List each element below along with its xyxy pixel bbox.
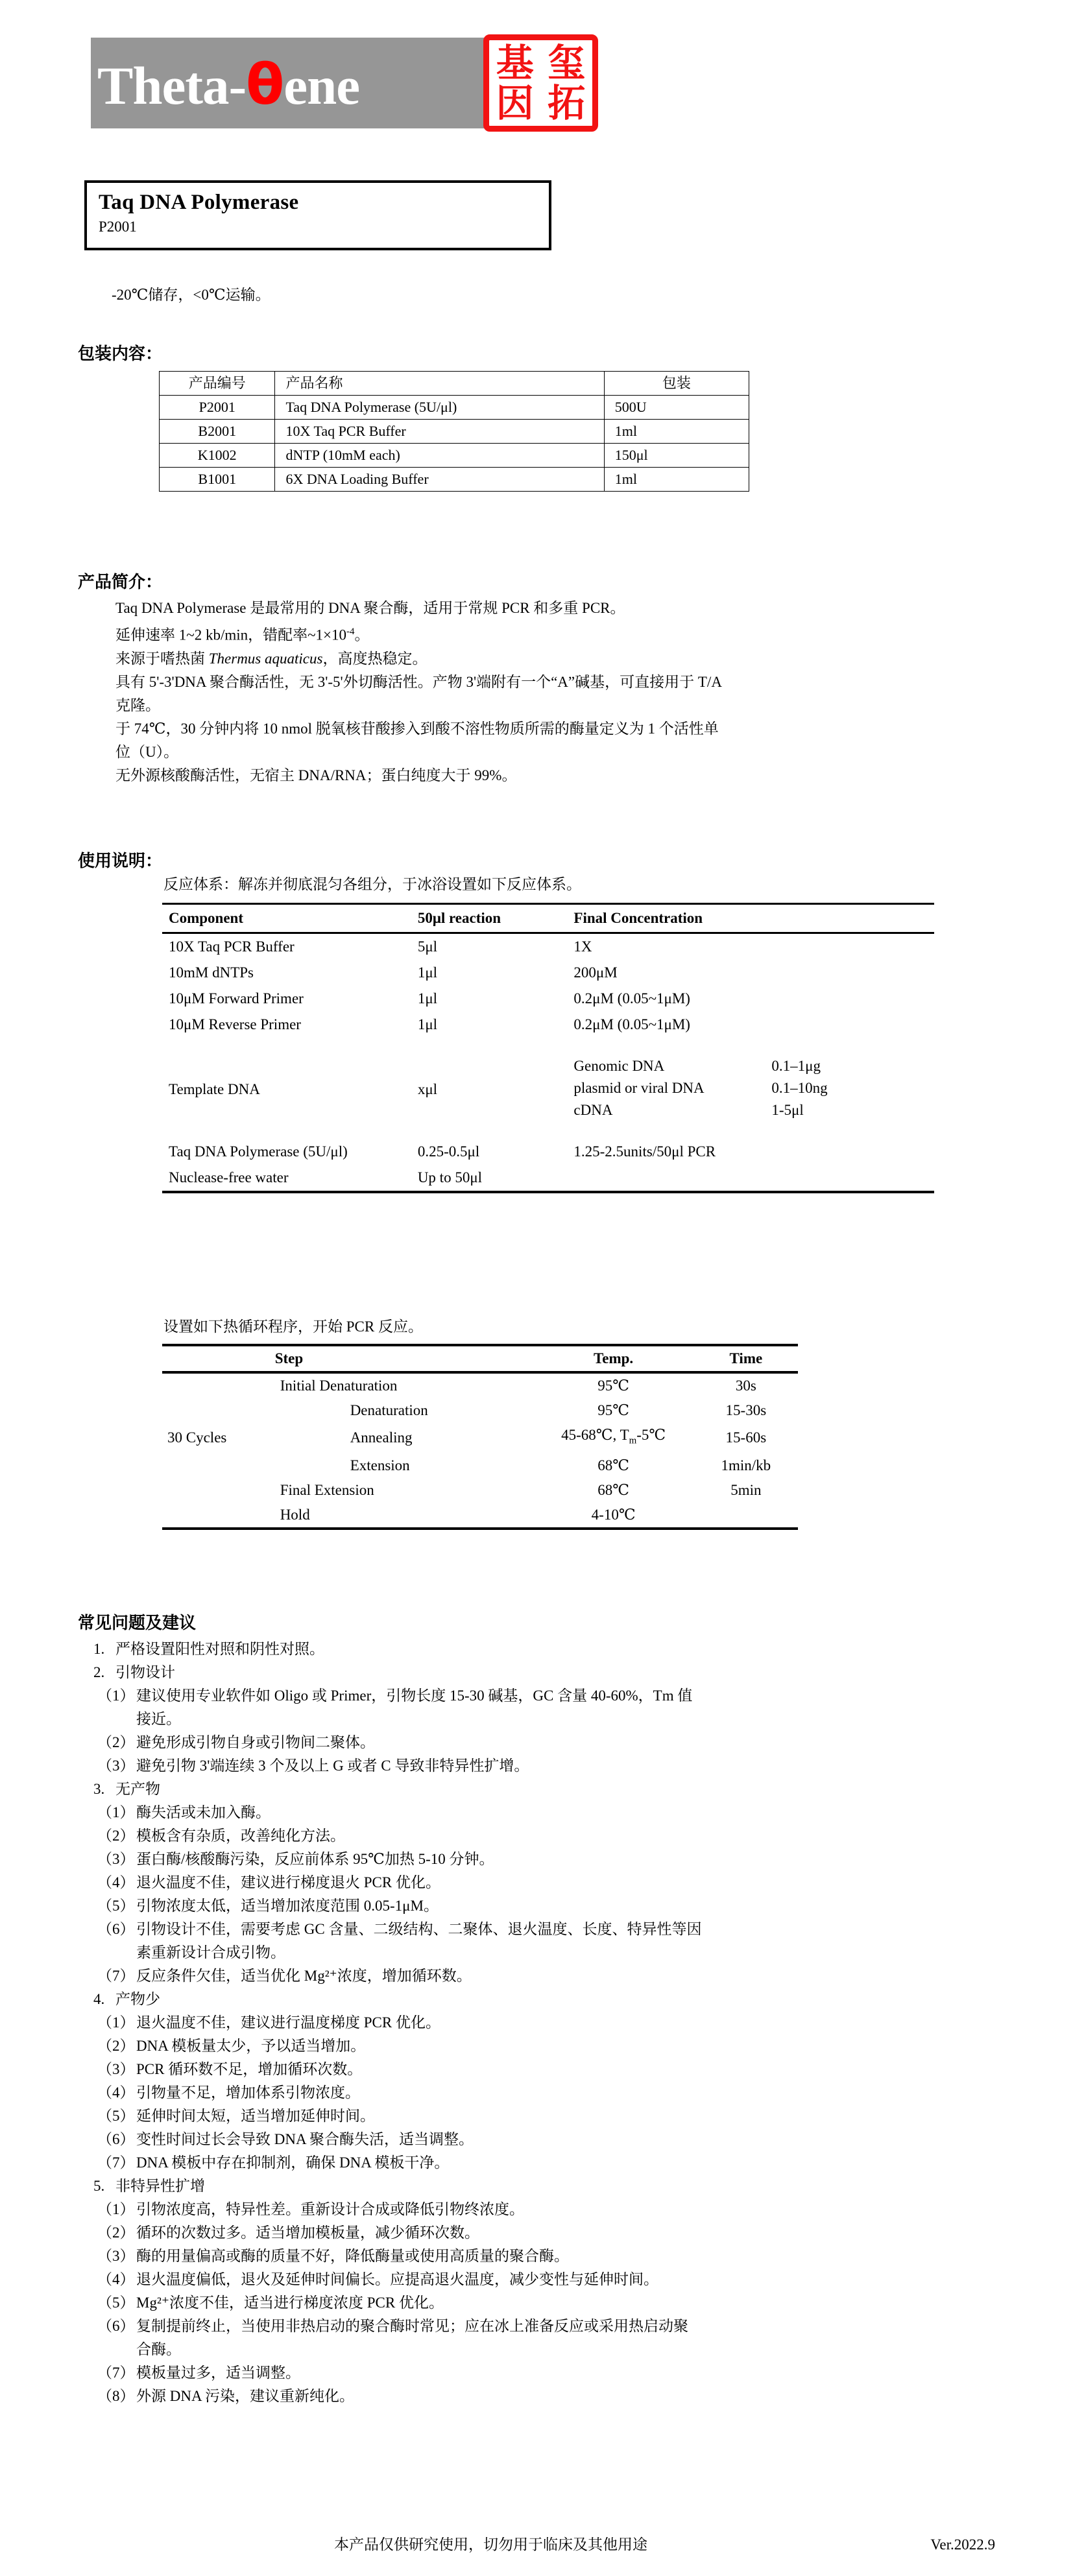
faq-sub-item-number: （5） xyxy=(97,2108,135,2124)
company-seal-logo xyxy=(483,34,598,132)
seal-char-4: 拓 xyxy=(548,81,586,125)
cell-volume: 1μl xyxy=(417,1016,438,1032)
table-row xyxy=(160,420,749,444)
cell-cycles: 30 Cycles xyxy=(167,1429,227,1446)
faq-list xyxy=(78,1638,999,2408)
logo-text-left: Theta- xyxy=(97,56,247,115)
faq-sub-item xyxy=(78,2105,999,2128)
faq-sub-item xyxy=(78,1731,999,1754)
column-header-final-concentration: Final Concentration xyxy=(567,904,934,933)
faq-sub-item-number: （7） xyxy=(97,2154,135,2171)
faq-sub-item xyxy=(78,1754,999,1778)
column-header-temp: Temp. xyxy=(533,1345,694,1372)
faq-sub-item-number: （2） xyxy=(97,2038,135,2054)
faq-sub-item xyxy=(78,2034,999,2058)
faq-item-number: 3. xyxy=(93,1781,105,1797)
table-row xyxy=(162,1423,798,1453)
faq-sub-item-number: （3） xyxy=(97,1758,135,1774)
reaction-system-table xyxy=(162,903,934,1193)
table-header-row xyxy=(160,372,749,396)
column-header-component: Component xyxy=(162,904,411,933)
cell-temp: 45-68℃, $T_m-5℃$ xyxy=(561,1427,666,1446)
faq-sub-item xyxy=(78,1918,999,1941)
cell-blank xyxy=(411,1123,568,1139)
faq-sub-item-text: 酶失活或未加入酶。 xyxy=(136,1804,271,1820)
section-heading-faq: 常见问题及建议 xyxy=(78,1614,197,1633)
table-row xyxy=(162,986,934,1012)
faq-continuation-text: 素重新设计合成引物。 xyxy=(136,1944,285,1961)
faq-item-number: 4. xyxy=(93,1991,105,2007)
cell-cycles xyxy=(162,1398,275,1423)
faq-sub-item-number: （1） xyxy=(97,2014,135,2031)
template-sub-row xyxy=(573,1055,934,1077)
cell-step: Annealing xyxy=(350,1429,413,1446)
faq-continuation-indent xyxy=(78,1708,136,1731)
template-sub-label: plasmid or viral DNA xyxy=(573,1080,705,1096)
cell-temp: 68℃ xyxy=(597,1457,629,1473)
cell-time: 5min xyxy=(730,1481,762,1498)
faq-sub-item-text: 建议使用专业软件如 Oligo 或 Primer，引物长度 15-30 碱基，GC 含量 40-60%，Tm 值 xyxy=(136,1688,693,1704)
faq-sub-item xyxy=(78,2128,999,2151)
faq-sub-item-text: 模板量过多，适当调整。 xyxy=(136,2365,300,2381)
column-header-time: Time xyxy=(694,1345,798,1372)
section-heading-introduction: 产品简介： xyxy=(78,573,163,592)
faq-numbered-item xyxy=(78,1778,999,1801)
table-row xyxy=(162,1139,934,1165)
column-header-cycles xyxy=(162,1345,275,1372)
faq-sub-item-text: 模板含有杂质，改善纯化方法。 xyxy=(136,1828,345,1844)
intro-line-3-text: 来源于嗜热菌 xyxy=(115,650,209,667)
faq-continuation-text: 接近。 xyxy=(136,1711,181,1727)
cell-pack: 150μl xyxy=(604,444,749,468)
faq-sub-item-text: 酶的用量偏高或酶的质量不好，降低酶量或使用高质量的聚合酶。 xyxy=(136,2248,569,2264)
faq-sub-item xyxy=(78,2268,999,2291)
section-heading-usage: 使用说明： xyxy=(78,852,163,871)
faq-sub-item-text: 退火温度不佳，建议进行梯度退火 PCR 优化。 xyxy=(136,1874,440,1890)
table-row xyxy=(162,1478,798,1503)
faq-sub-item xyxy=(78,2058,999,2081)
faq-sub-item-text: PCR 循环数不足，增加循环次数。 xyxy=(136,2061,363,2077)
faq-sub-item-text: DNA 模板量太少，予以适当增加。 xyxy=(136,2038,366,2054)
faq-sub-item-text: 外源 DNA 污染，建议重新纯化。 xyxy=(136,2388,355,2404)
faq-sub-item-number: （1） xyxy=(97,2201,135,2217)
company-logo-wordmark xyxy=(97,49,500,121)
faq-sub-item xyxy=(78,2221,999,2245)
cell-code: B2001 xyxy=(160,420,275,444)
cell-time: 30s xyxy=(735,1377,756,1394)
faq-sub-item xyxy=(78,2151,999,2175)
product-title-box xyxy=(84,180,551,250)
faq-sub-item-text: 退火温度不佳，建议进行温度梯度 PCR 优化。 xyxy=(136,2014,440,2031)
cell-volume: 1μl xyxy=(417,990,438,1007)
faq-item-text: 引物设计 xyxy=(115,1664,175,1680)
template-sub-label: cDNA xyxy=(573,1102,613,1118)
cell-cycles xyxy=(162,1372,275,1398)
faq-sub-item-number: （3） xyxy=(97,2061,135,2077)
cell-final: 200μM xyxy=(573,964,618,981)
table-row xyxy=(162,1012,934,1038)
faq-sub-item-number: （2） xyxy=(97,1828,135,1844)
faq-continuation-line xyxy=(78,1941,999,1964)
cell-final xyxy=(567,1165,934,1192)
faq-sub-item xyxy=(78,2011,999,2034)
faq-sub-item-text: 引物浓度高，特异性差。重新设计合成或降低引物终浓度。 xyxy=(136,2201,524,2217)
faq-sub-item-number: （2） xyxy=(97,1734,135,1750)
faq-sub-item-number: （6） xyxy=(97,2318,135,2334)
intro-line-2-end: 。 xyxy=(354,626,370,643)
template-sub-row xyxy=(573,1099,934,1121)
faq-sub-item-text: 引物浓度太低，适当增加浓度范围 0.05-1μM。 xyxy=(136,1898,439,1914)
faq-sub-item-number: （2） xyxy=(97,2224,135,2241)
cell-time: 15-30s xyxy=(725,1402,767,1418)
faq-sub-item-number: （1） xyxy=(97,1804,135,1820)
faq-sub-item xyxy=(78,1684,999,1708)
column-header-name: 产品名称 xyxy=(275,372,604,396)
cell-name: 6X DNA Loading Buffer xyxy=(275,468,604,492)
template-sub-label: Genomic DNA xyxy=(573,1058,665,1074)
faq-sub-item xyxy=(78,2315,999,2338)
cell-step: Hold xyxy=(275,1503,533,1529)
faq-sub-item-number: （5） xyxy=(97,1898,135,1914)
seal-char-2: 玺 xyxy=(548,41,586,85)
table-row xyxy=(160,468,749,492)
intro-line-5: 克隆。 xyxy=(115,697,160,713)
cell-component: 10μM Reverse Primer xyxy=(169,1016,301,1032)
table-spacer-row xyxy=(162,1038,934,1053)
cell-final: 0.2μM (0.05~1μM) xyxy=(573,1016,690,1032)
page-header xyxy=(0,18,1073,132)
faq-numbered-item xyxy=(78,1988,999,2011)
faq-continuation-indent xyxy=(78,1941,136,1964)
faq-sub-item-text: 复制提前终止，当使用非热启动的聚合酶时常见；应在冰上准备反应或采用热启动聚 xyxy=(136,2318,688,2334)
table-row-template-dna xyxy=(162,1053,934,1123)
faq-sub-item xyxy=(78,1894,999,1918)
cell-final: 0.2μM (0.05~1μM) xyxy=(573,990,690,1007)
storage-conditions: -20℃储存，<0℃运输。 xyxy=(112,287,271,303)
faq-continuation-line xyxy=(78,1708,999,1731)
faq-item-number: 5. xyxy=(93,2178,105,2194)
faq-sub-item xyxy=(78,2198,999,2221)
cell-volume: 1μl xyxy=(417,964,438,981)
section-heading-packaging: 包装内容： xyxy=(78,344,163,364)
reaction-system-intro: 反应体系：解冻并彻底混匀各组分，于冰浴设置如下反应体系。 xyxy=(163,876,581,892)
cell-volume: Up to 50μl xyxy=(411,1165,568,1192)
cell-volume xyxy=(411,1053,568,1123)
template-sub-value: 0.1–1μg xyxy=(771,1058,821,1074)
cell-volume: 5μl xyxy=(417,938,438,955)
intro-line-3-end: ，高度热稳定。 xyxy=(322,650,428,667)
faq-item-text: 无产物 xyxy=(115,1781,160,1797)
faq-sub-item-number: （5） xyxy=(97,2295,135,2311)
footer-disclaimer: 本产品仅供研究使用，切勿用于临床及其他用途 xyxy=(334,2536,647,2553)
seal-char-1: 基 xyxy=(496,41,534,85)
table-spacer-row xyxy=(162,1123,934,1139)
cell-pack: 500U xyxy=(604,396,749,420)
faq-sub-item xyxy=(78,2245,999,2268)
cell-code: K1002 xyxy=(160,444,275,468)
cell-blank xyxy=(411,1038,568,1053)
faq-numbered-item xyxy=(78,1638,999,1661)
faq-sub-item-text: 蛋白酶/核酸酶污染，反应前体系 95℃加热 5-10 分钟。 xyxy=(136,1851,494,1867)
page-title: Taq DNA Polymerase xyxy=(99,191,299,214)
intro-line-6: 于 74℃，30 分钟内将 10 nmol 脱氧核苷酸掺入到酸不溶性物质所需的酶量定义为 1 个活性单 xyxy=(115,720,719,737)
cell-step: Extension xyxy=(350,1457,410,1473)
column-header-volume: 50μl reaction xyxy=(411,904,568,933)
faq-sub-item-number: （7） xyxy=(97,1968,135,1984)
faq-item-text: 严格设置阳性对照和阴性对照。 xyxy=(115,1641,324,1657)
faq-sub-item-number: （3） xyxy=(97,1851,135,1867)
faq-sub-item xyxy=(78,2361,999,2385)
faq-numbered-item xyxy=(78,1661,999,1684)
cell-blank xyxy=(162,1038,411,1053)
table-row xyxy=(160,396,749,420)
cell-pack: 1ml xyxy=(604,468,749,492)
cell-component: Taq DNA Polymerase (5U/μl) xyxy=(169,1143,348,1160)
cell-name: 10X Taq PCR Buffer xyxy=(275,420,604,444)
cell-component: 10mM dNTPs xyxy=(169,964,254,981)
table-row xyxy=(162,1453,798,1478)
faq-item-text: 非特异性扩增 xyxy=(115,2178,205,2194)
faq-continuation-line xyxy=(78,2338,999,2361)
intro-line-7: 位（U）。 xyxy=(115,743,179,760)
cell-final: 1.25-2.5units/50μl PCR xyxy=(573,1143,716,1160)
faq-sub-item-text: 引物量不足，增加体系引物浓度。 xyxy=(136,2084,360,2101)
cell-pack: 1ml xyxy=(604,420,749,444)
cell-code: B1001 xyxy=(160,468,275,492)
faq-sub-item xyxy=(78,1801,999,1824)
table-row xyxy=(162,1398,798,1423)
cell-step: Final Extension xyxy=(280,1481,374,1498)
faq-sub-item-number: （3） xyxy=(97,2248,135,2264)
cell-time: 1min/kb xyxy=(721,1457,771,1473)
faq-sub-item xyxy=(78,1824,999,1848)
cell-component: 10X Taq PCR Buffer xyxy=(169,938,295,955)
column-header-code: 产品编号 xyxy=(160,372,275,396)
faq-sub-item-number: （4） xyxy=(97,2271,135,2287)
cell-volume: 0.25-0.5μl xyxy=(417,1143,480,1160)
cell-code: P2001 xyxy=(160,396,275,420)
faq-sub-item-text: 退火温度偏低，退火及延伸时间偏长。应提高退火温度，减少变性与延伸时间。 xyxy=(136,2271,658,2287)
page-footer xyxy=(0,2534,1073,2560)
seal-char-3: 因 xyxy=(496,81,534,125)
cell-temp: 95℃ xyxy=(597,1402,629,1418)
faq-sub-item xyxy=(78,2081,999,2105)
cell-temp: 68℃ xyxy=(597,1481,629,1498)
intro-line-8: 无外源核酸酶活性，无宿主 DNA/RNA；蛋白纯度大于 99%。 xyxy=(115,767,517,783)
catalog-number: P2001 xyxy=(99,219,137,235)
cell-temp: 4-10℃ xyxy=(533,1503,694,1529)
template-sub-value: 1-5μl xyxy=(771,1102,804,1118)
thermal-cycling-table xyxy=(162,1344,798,1530)
cell-component xyxy=(162,1053,411,1123)
faq-sub-item-text: Mg²⁺浓度不佳，适当进行梯度浓度 PCR 优化。 xyxy=(136,2295,444,2311)
faq-sub-item-number: （6） xyxy=(97,1921,135,1937)
cell-cycles xyxy=(162,1503,275,1529)
cell-name: dNTP (10mM each) xyxy=(275,444,604,468)
table-row xyxy=(162,1372,798,1398)
cell-component: Nuclease-free water xyxy=(162,1165,411,1192)
faq-sub-item xyxy=(78,1964,999,1988)
species-name: Thermus aquaticus xyxy=(208,650,323,667)
cell-cycles xyxy=(162,1453,275,1478)
faq-sub-item xyxy=(78,2385,999,2408)
faq-sub-item-text: 循环的次数过多。适当增加模板量，减少循环次数。 xyxy=(136,2224,479,2241)
table-header-row xyxy=(162,904,934,933)
faq-sub-item-text: 反应条件欠佳，适当优化 Mg²⁺浓度，增加循环数。 xyxy=(136,1968,472,1984)
faq-continuation-indent xyxy=(78,2338,136,2361)
cell-blank xyxy=(567,1123,934,1139)
cell-time: 15-60s xyxy=(725,1429,767,1446)
cell-temp: 95℃ xyxy=(597,1377,629,1394)
table-row xyxy=(162,933,934,960)
cycling-program-intro: 设置如下热循环程序，开始 PCR 反应。 xyxy=(163,1318,423,1335)
faq-sub-item-text: 延伸时间太短，适当增加延伸时间。 xyxy=(136,2108,375,2124)
theta-symbol-icon: θ xyxy=(246,53,284,117)
intro-line-4: 具有 5'-3'DNA 聚合酶活性，无 3'-5'外切酶活性。产物 3'端附有一个“A”碱基，可直接用于 T/A xyxy=(115,673,722,690)
table-row xyxy=(162,960,934,986)
faq-sub-item-number: （8） xyxy=(97,2388,135,2404)
column-header-step: Step xyxy=(275,1345,533,1372)
intro-line-2 xyxy=(115,620,959,647)
column-header-pack: 包装 xyxy=(604,372,749,396)
intro-line-2-text: 延伸速率 1~2 kb/min，错配率~1×10 xyxy=(115,626,347,643)
faq-sub-item-text: 变性时间过长会导致 DNA 聚合酶失活，适当调整。 xyxy=(136,2131,474,2147)
cell-blank xyxy=(567,1038,934,1053)
faq-sub-item-number: （1） xyxy=(97,1688,135,1704)
faq-sub-item-number: （4） xyxy=(97,2084,135,2101)
table-header-row xyxy=(162,1345,798,1372)
intro-line-1: Taq DNA Polymerase 是最常用的 DNA 聚合酶，适用于常规 PCR 和多重 PCR。 xyxy=(115,600,625,616)
cell-final xyxy=(567,1053,934,1123)
table-row xyxy=(162,1165,934,1192)
faq-sub-item xyxy=(78,2291,999,2315)
footer-version: Ver.2022.9 xyxy=(930,2536,995,2553)
table-row xyxy=(162,1503,798,1529)
template-dna-label: Template DNA xyxy=(169,1081,260,1097)
faq-continuation-text: 合酶。 xyxy=(136,2341,181,2357)
intro-line-3 xyxy=(115,647,959,671)
cell-step: Initial Denaturation xyxy=(280,1377,398,1394)
faq-sub-item-text: 引物设计不佳，需要考虑 GC 含量、二级结构、二聚体、退火温度、长度、特异性等因 xyxy=(136,1921,702,1937)
faq-numbered-item xyxy=(78,2175,999,2198)
packaging-table xyxy=(159,371,749,492)
template-sub-value: 0.1–10ng xyxy=(771,1080,828,1096)
template-sub-row xyxy=(573,1077,934,1099)
template-dna-volume: xμl xyxy=(417,1081,438,1097)
cell-blank xyxy=(162,1123,411,1139)
faq-sub-item-number: （7） xyxy=(97,2365,135,2381)
faq-sub-item xyxy=(78,1871,999,1894)
intro-exponent: -4 xyxy=(346,626,355,637)
faq-sub-item xyxy=(78,1848,999,1871)
cell-cycles xyxy=(162,1478,275,1503)
faq-item-number: 1. xyxy=(93,1641,105,1657)
cell-name: Taq DNA Polymerase (5U/μl) xyxy=(275,396,604,420)
cell-final: 1X xyxy=(573,938,592,955)
cell-step: Denaturation xyxy=(350,1402,428,1418)
product-introduction xyxy=(115,597,959,787)
faq-sub-item-number: （4） xyxy=(97,1874,135,1890)
table-row xyxy=(160,444,749,468)
faq-item-number: 2. xyxy=(93,1664,105,1680)
logo-text-right: ene xyxy=(283,56,360,115)
faq-item-text: 产物少 xyxy=(115,1991,160,2007)
cell-time xyxy=(694,1503,798,1529)
faq-sub-item-number: （6） xyxy=(97,2131,135,2147)
cell-component: 10μM Forward Primer xyxy=(169,990,304,1007)
faq-sub-item-text: 避免引物 3'端连续 3 个及以上 G 或者 C 导致非特异性扩增。 xyxy=(136,1758,529,1774)
faq-sub-item-text: DNA 模板中存在抑制剂，确保 DNA 模板干净。 xyxy=(136,2154,450,2171)
faq-sub-item-text: 避免形成引物自身或引物间二聚体。 xyxy=(136,1734,375,1750)
